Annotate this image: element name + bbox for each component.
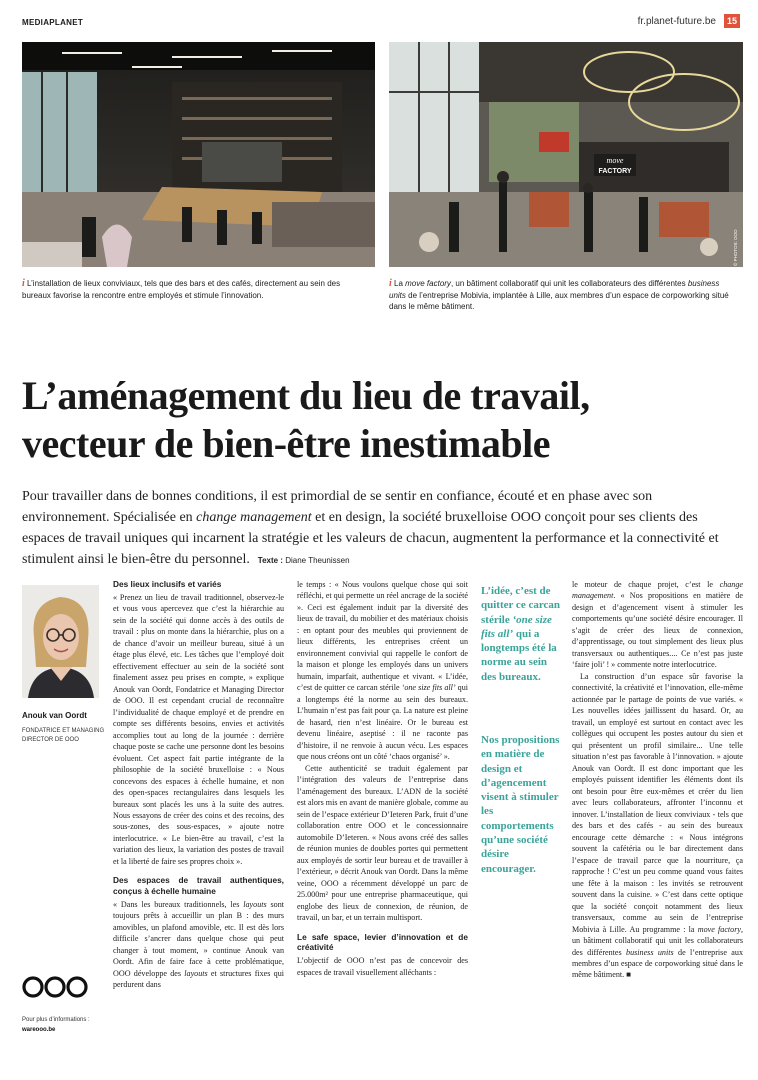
more-info: Pour plus d’informations : wareooo.be <box>22 1016 90 1035</box>
info-marker-icon: i <box>22 278 25 289</box>
pull-quote-1: L’idée, c’est de quitter ce carcan stérile ‘one size fits all’ qui a longtemps été la norme au sein des bureaux. <box>481 585 561 683</box>
publication-brand: MEDIAPLANET <box>22 18 84 27</box>
sign-move: move <box>606 156 624 165</box>
byline: Texte : Diane Theunissen <box>257 556 350 565</box>
person-name: Anouk van Oordt <box>22 711 87 720</box>
article-lead: Pour travailler dans de bonnes conditions, il est primordial de se sentir en confiance, écouté et en phase avec son environnement. Spécialisée en change management et en design, la société bruxelloise OOO conçoit pour ses clients des espaces de travail uniques qui incarnent la stratégie et les valeurs de chacun, augmentent la performance et la connectivité et stimulent ainsi le bien-être du personnel. Texte : Diane Theunissen <box>22 489 719 567</box>
info-link[interactable]: wareooo.be <box>22 1026 56 1033</box>
right-photo-caption: i La move factory, un bâtiment collaboratif qui unit les collaborateurs des différentes business units de l’entreprise Mobivia, implantée à Lille, aux membres d’un espace de corpoworking situé dans le même bâtiment. <box>389 278 729 312</box>
person-role: FONDATRICE ET MANAGING DIRECTOR DE OOO <box>22 728 105 743</box>
portrait-photo <box>22 585 99 698</box>
office-cafe-photo <box>22 42 375 267</box>
article-column-2: le temps : « Nous voulons quelque chose qui soit réfléchi, et qui permette un réel ancrage de la société ». Ceci est également induit par la diversité des lieux de travail, du mobilier et des matériaux choisis : en optant pour des meubles qui proviennent de lieux différents, les entreprises créent un environnement convivial qui rappelle le confort de la maison et plonge les employés dans un univers humain, imparfait, authentique et vivant. « L’idée, c’est de quitter ce carcan stérile ‘one size fits all’ qui a longtemps été la norme au sein des bureaux. L’humain n’est pas fait pour ça. La nature est pleine de hasard, rien n’est linéaire. Or le bureau est devenu linéaire, aseptisé : il ne raconte pas d’histoire, il ne renvoie à aucun vécu. Les espaces que nous créons ont un côté ‘chaos organisé’ ». Cette authenticité se traduit également par l’intégration des valeurs de l’entreprise dans l’aménagement des bureaux. L’ADN de la société est alors mis en avant de manière globale, comme au sein de l’espace extérieur D’Ieteren Park, fruit d’une collaboration entre OOO et le concessionnaire automobile D’Ieteren. « Nous avons créé des salles de réunion munies de doubles portes qui permettent aux employés de sortir leur bureau et de travailler à l’extérieur, » décrit Anouk van Oordt. Dans la même veine, OOO a récemment développé un parc de 25.000m² pour une entreprise pharmaceutique, qui englobe des lieux de connexion, de réunion, de travail, un bar, et un terrain multisport. Le safe space, levier d’innovation et de créativité L’objectif de OOO n’est pas de concevoir des espaces de travail visuellement alléchants : <box>297 580 468 977</box>
article-title: L’aménagement du lieu de travail, vecteur de bien-être inestimable <box>22 373 590 466</box>
move-factory-photo <box>389 42 743 267</box>
article-column-4: le moteur de chaque projet, c’est le change management. « Nos propositions en matière de design et d’agencement visent à stimuler les comportements qu’une société désire encourager. Il s’agit de créer des lieux de connexion, d’apprentissage, ou tout simplement des lieux plus transversaux ou authentiques.... Ce n’est pas juste ‘faire joli’ ! » commente notre interlocutrice. La construction d’un espace sûr favorise la connectivité, la créativité et l’innovation, elle-même actionnée par le partage de points de vue variés. « Les nouvelles idées jaillissent du hasard. Or, au travail, un employé est surtout en contact avec les collègues qui occupent les postes autour du sien et qui présentent un profil similaire... Une telle situation n’est pas favorable à l’innovation. » ajoute Anouk van Oordt. Il est donc important que les employés puissent identifier les éléments dont ils ont besoin pour être eux-mêmes et créer du lien avec leurs collaborateurs, affronter l’inconnu et innover. L’installation de lieux conviviaux - tels que des bars et des cafés - au sein des bureaux encourage cette démarche : « Nous intégrons souvent la cafétéria ou le bar directement dans l’espace de travail parce que la nourriture, ça rapproche ! C’est un peu comme quand vous faites une fête à la maison : les invités se retrouvent souvent dans la cuisine. » C’est dans cette optique que la société conçoit notamment des lieux transversaux, comme au sein de l’entreprise Mobivia à Lille. Au programme : la move factory, un bâtiment collaboratif qui unit les collaborateurs des différentes business units de l’entreprise aux membres d’un espace de corpoworking situé dans le même bâtiment. ■ <box>572 580 743 980</box>
site-url[interactable]: fr.planet-future.be <box>637 16 716 27</box>
info-marker-icon: i <box>389 278 392 289</box>
page-number: 15 <box>724 14 740 28</box>
end-mark: ■ <box>626 970 632 980</box>
left-photo-caption: i L’installation de lieux conviviaux, tels que des bars et des cafés, directement au sein des bureaux favorise la rencontre entre employés et stimule l’innovation. <box>22 278 341 300</box>
pull-quote-2: Nos propositions en matière de design et d’agencement visent à stimuler les comportements qu’une société désire encourager. <box>481 734 560 875</box>
article-column-1: Des lieux inclusifs et variés « Prenez un lieu de travail traditionnel, observez-le et vous vous apercevez que c’est la hiérarchie au sein de la société qui donne accès à des outils de travail : plus on monte dans la hiérarchie, plus on a de chance d’avoir un meilleur bureau, situé à un étage plus élevé, etc. Les tâches que l’employé doit effectivement effectuer au sein de la société sont finalement assez peu prises en compte, » explique Anouk van Oordt, Fondatrice et Managing Director de OOO. Il est cependant crucial de reconnaître l’individualité de chaque employé et de prendre en compte ses différents besoins, envies et activités accomplies tout au long de la journée : derrière chaque poste se cache une personne dont les besoins évoluent. Cet aspect fait partie intégrante de la philosophie de la société bruxelloise : « Nous concevons des espaces à échelle humaine, et non des open-spaces rectangulaires dans lesquels les bureaux sont placés les uns à la suite des autres. Nous essayons de créer des coins et des recoins, des sous-zones, des sous-espaces, » ajoute notre interlocutrice. « Le bien-être au travail, c’est la variation des lieux, la variation des postes de travail et la liberté de faire ses propres choix ». Des espaces de travail authentiques, conçus à échelle humaine « Dans les bureaux traditionnels, les layouts sont toujours prêts à accueillir un plan B : des murs amovibles, un plafond amovible, etc. Il est dès lors difficile s’ancrer dans quelque chose qui peut changer à tout moment, » continue Anouk van Oordt. Afin de faire face à cette problématique, OOO développe des layouts et structures fixes qui perdurent dans <box>113 579 285 990</box>
ooo-logo <box>22 975 88 1004</box>
subheading-espaces: Des espaces de travail authentiques, conçus à échelle humaine <box>113 875 284 897</box>
subheading-lieux: Des lieux inclusifs et variés <box>113 579 222 589</box>
photo-credit: © PHOTOS: OOO <box>733 229 738 266</box>
subheading-safe-space: Le safe space, levier d’innovation et de créativité <box>297 931 468 953</box>
sign-factory: FACTORY <box>598 168 632 175</box>
